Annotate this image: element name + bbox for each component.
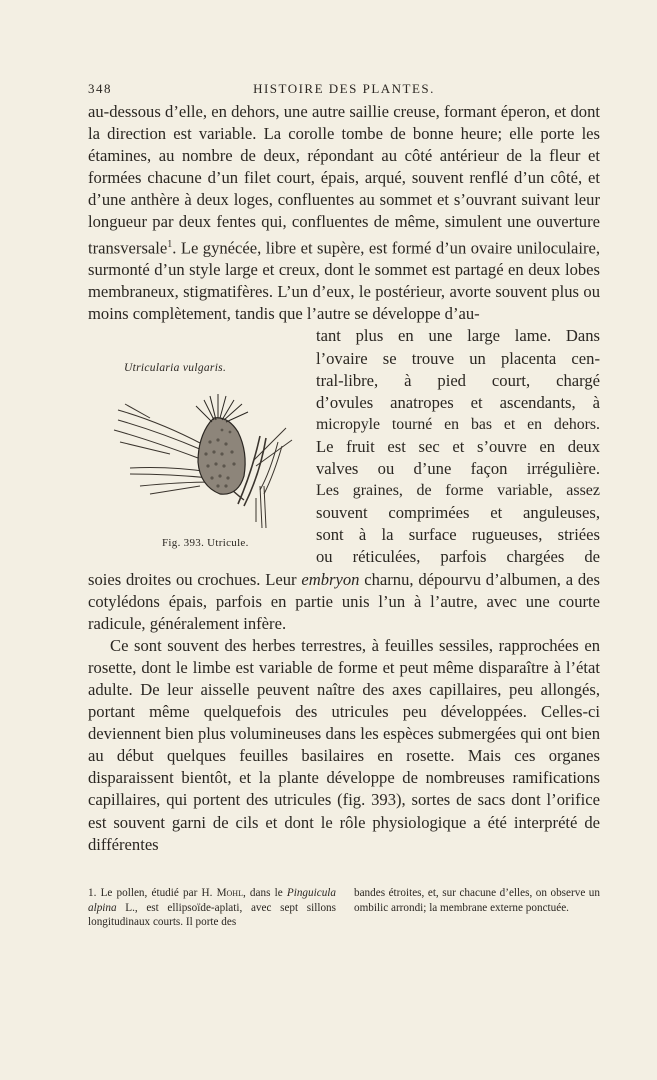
wrap-line: ou réticulées, parfois chargées de	[316, 547, 600, 567]
wrap-line: micropyle tourné en bas et en dehors.	[316, 415, 600, 433]
italic-term: embryon	[301, 569, 360, 589]
wrapped-lines	[316, 325, 600, 568]
paragraph-1-part-d: charnu, dépourvu d’albumen, a des cotylédons épais, parfois en partie unis l’un à l’autre, avec une courte radicule, généralement infère.	[88, 569, 600, 633]
page-header	[88, 81, 600, 101]
wrap-line: Les graines, de forme variable, assez	[316, 482, 600, 500]
wrap-line: tant plus en une large lame. Dans	[316, 326, 600, 346]
wrap-line: d’ovules anatropes et ascendants, à	[316, 392, 600, 412]
paragraph-1-part-a: au-dessous d’elle, en dehors, une autre saillie creuse, formant éperon, et dont la direction est variable. La corolle tombe de bonne heure; elle porte les étamines, au nombre de deux, répondant au côté antérieur de la fleur et formées chacune d’un filet court, épais, arqué, souvent renflé d’un côté, et d’une anthère à deux loges, confluentes au sommet et s’ouvrant suivant leur longueur par deux fentes qui, confluentes de même, simulent une ouverture transversale	[88, 102, 600, 258]
wrap-line: sont à la surface rugueuses, striées	[316, 525, 600, 545]
footnote-species: Pinguicula alpina	[88, 887, 336, 914]
footnote-text: , dans le	[242, 887, 287, 899]
footnote-right-column: bandes étroites, et, sur chacune d’elles, on observe un ombilic arrondi; la membrane externe ponctuée.	[354, 887, 600, 914]
wrap-line: l’ovaire se trouve un placenta cen-	[316, 348, 600, 368]
figure-species-label: Utricularia vulgaris.	[124, 362, 227, 374]
footnote-marker: 1	[167, 238, 173, 250]
page-number: 348	[88, 81, 112, 96]
footnote-left-column	[88, 886, 336, 930]
footnote-text: L., est ellipsoïde-aplati, avec sept sillons longitudinaux courts. Il porte des	[88, 901, 336, 929]
paragraph-1	[88, 101, 600, 325]
figure-caption: Fig. 393. Utricule.	[162, 537, 249, 549]
wrap-line: valves ou d’une façon irrégulière.	[316, 459, 600, 479]
figure-393	[110, 362, 300, 552]
footnote-text: 1. Le pollen, étudié par H.	[88, 887, 217, 899]
wrap-line: souvent comprimées et anguleuses,	[316, 503, 600, 523]
utricle-illustration	[110, 382, 300, 532]
running-title: HISTOIRE DES PLANTES.	[253, 81, 435, 96]
paragraph-1-part-c: soies droites ou crochues. Leur	[88, 569, 302, 589]
wrap-line: Le fruit est sec et s’ouvre en deux	[316, 436, 600, 456]
paragraph-2: Ce sont souvent des herbes terrestres, à feuilles sessiles, rapprochées en rosette, dont le limbe est variable de forme et peut même disparaître à l’état adulte. De leur aisselle peuvent naître des axes capillaires, peu allongés, portant même quelquefois des utricules peu développées. Celles-ci deviennent bien plus volumineuses dans les espèces submergées qui ont bien au début quelques feuilles basilaires en rosette. Mais ces organes disparaissent bientôt, et la plante développe de nombreuses ramifications capillaires, qui portent des utricules (fig. 393), sortes de sacs dont l’orifice est souvent garni de cils et dont le rôle physiologique a été interprété de différentes	[88, 635, 600, 854]
wrap-line: tral-libre, à pied court, chargé	[316, 370, 600, 390]
footnote-author: Mohl	[216, 887, 243, 899]
paragraph-1-end	[88, 569, 600, 635]
paragraph-1-part-b: . Le gynécée, libre et supère, est formé d’un ovaire uniloculaire, surmonté d’un style large et creux, dont le sommet est partagé en deux lobes membraneux, stigmatifères. L’un d’eux, le postérieur, avorte souvent plus ou moins complètement, tandis que l’autre se développe d’au-	[88, 238, 600, 324]
